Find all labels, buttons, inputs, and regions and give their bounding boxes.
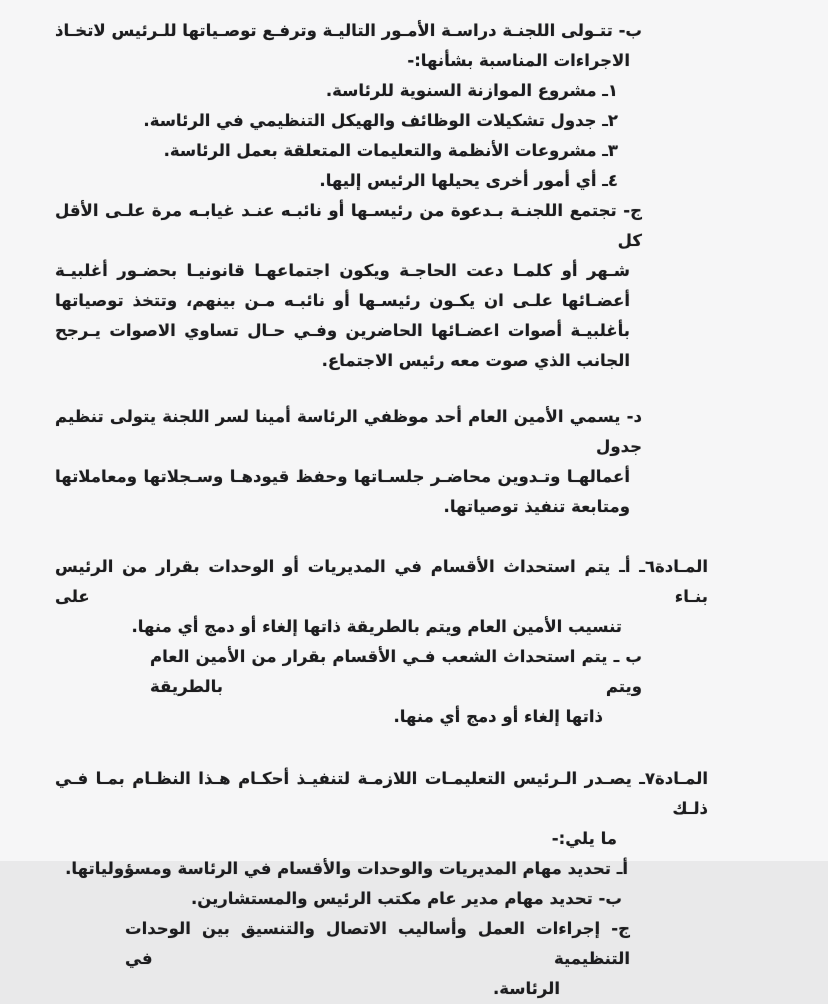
clause-j-line-5: الجانب الذي صوت معه رئيس الاجتماع.: [321, 351, 630, 370]
article-6-line-3: ب ـ يتم استحداث الشعب فـي الأقسام بقرار من الأمين العام ويتم بالطريقة: [150, 647, 642, 696]
clause-j-line-1: ج- تجتمع اللجنـة بـدعوة من رئيسـها أو نائبـه عنـد غيابـه مرة علـى الأقل كل: [55, 201, 642, 250]
clause-j-line-2: شـهر أو كلمـا دعت الحاجـة ويكون اجتماعهـا قانونيـا بحضـور أغلبيـة: [55, 261, 630, 280]
clause-b-line-1: ب- تتـولى اللجنـة دراسـة الأمـور التاليـة وترفـع توصـياتها للـرئيس لاتخـاذ: [55, 21, 642, 40]
article-6-line-2: تنسيب الأمين العام ويتم بالطريقة ذاتها إلغاء أو دمج أي منها.: [131, 617, 622, 636]
list-item-3: ٣ـ مشروعات الأنظمة والتعليمات المتعلقة بعمل الرئاسة.: [163, 141, 618, 160]
article-6-line-4: ذاتها إلغاء أو دمج أي منها.: [393, 707, 603, 726]
article-6-line-1: المـادة٦ـ أـ يتم استحداث الأقسام في المديريات أو الوحدات بقرار من الرئيس بنـاء على: [55, 557, 708, 606]
article-7-line-3: أـ تحديد مهام المديريات والوحدات والأقسام في الرئاسة ومسؤولياتها.: [65, 859, 628, 878]
clause-d-line-1: د- يسمي الأمين العام أحد موظفي الرئاسة أمينا لسر اللجنة يتولى تنظيم جدول: [55, 407, 642, 456]
clause-j-line-3: أعضـائها علـى ان يكـون رئيسـها أو نائبـه مـن بينهم، وتتخذ توصياتها: [55, 291, 630, 310]
clause-d-line-3: ومتابعة تنفيذ توصياتها.: [443, 497, 630, 516]
clause-d-line-2: أعمالهـا وتـدوين محاضـر جلسـاتها وحفظ قيودهـا وسـجلاتها ومعاملاتها: [55, 467, 630, 486]
article-7-line-6: الرئاسة.: [492, 979, 560, 998]
article-7-line-2: ما يلي:-: [551, 829, 617, 848]
list-item-4: ٤ـ أي أمور أخرى يحيلها الرئيس إليها.: [319, 171, 618, 190]
clause-j-line-4: بأغلبيـة أصوات اعضـائها الحاضرين وفـي حـال تساوي الاصوات يـرجح: [55, 321, 630, 340]
clause-b-line-2: الاجراءات المناسبة بشأنها:-: [407, 51, 630, 70]
article-7-line-4: ب- تحديد مهام مدير عام مكتب الرئيس والمستشارين.: [190, 889, 622, 908]
article-7-line-5: ج- إجراءات العمل وأساليب الاتصال والتنسيق بين الوحدات التنظيمية في: [125, 919, 630, 968]
list-item-1: ١ـ مشروع الموازنة السنوية للرئاسة.: [325, 81, 618, 100]
list-item-2: ٢ـ جدول تشكيلات الوظائف والهيكل التنظيمي في الرئاسة.: [143, 111, 618, 130]
article-7-line-1: المـادة٧ـ يصـدر الـرئيس التعليمـات اللازمـة لتنفيـذ أحكـام هـذا النظـام بمـا فـي ذلـك: [55, 769, 708, 818]
